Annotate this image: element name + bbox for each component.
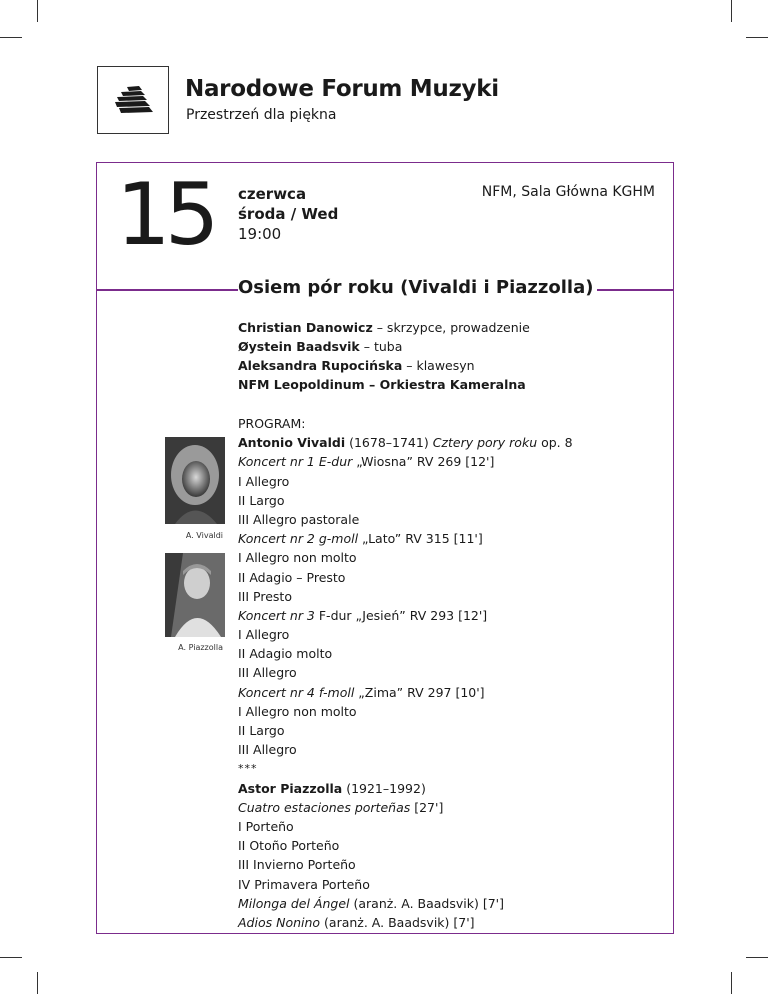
crop-mark — [746, 37, 768, 38]
piazzolla-portrait — [165, 553, 225, 637]
crop-mark — [731, 0, 732, 22]
org-tagline: Przestrzeń dla piękna — [186, 107, 337, 123]
nfm-logo-icon — [109, 82, 157, 118]
movement: III Invierno Porteño — [238, 857, 356, 873]
concerto-line: Koncert nr 4 f-moll „Zima” RV 297 [10'] — [238, 684, 485, 700]
performer: Øystein Baadsvik – tuba — [238, 339, 403, 354]
vivaldi-portrait — [165, 437, 225, 524]
separator: *** — [238, 762, 258, 776]
program-list — [238, 414, 573, 932]
crop-mark — [0, 957, 22, 958]
concerto-line: Koncert nr 2 g-moll „Lato” RV 315 [11'] — [238, 531, 483, 547]
work-line: Cuatro estaciones porteñas [27'] — [238, 799, 444, 815]
event-month: czerwca — [238, 185, 307, 203]
crop-mark — [37, 972, 38, 994]
nfm-logo — [97, 66, 169, 134]
event-venue: NFM, Sala Główna KGHM — [481, 184, 655, 200]
work-line: Milonga del Ángel (aranż. A. Baadsvik) [7'] — [238, 895, 504, 911]
movement: III Presto — [238, 588, 292, 604]
event-day: 15 — [116, 165, 214, 265]
movement: I Porteño — [238, 818, 294, 834]
crop-mark — [37, 0, 38, 22]
event-title: Osiem pór roku (Vivaldi i Piazzolla) — [238, 277, 597, 298]
piazzolla-caption: A. Piazzolla — [178, 643, 223, 652]
event-time: 19:00 — [238, 225, 282, 243]
movement: II Adagio molto — [238, 646, 333, 662]
program-heading: PROGRAM: — [238, 416, 306, 431]
movement: II Largo — [238, 723, 285, 738]
performer: Aleksandra Rupocińska – klawesyn — [238, 358, 475, 373]
movement: III Allegro — [238, 742, 297, 758]
concerto-line: Koncert nr 3 F-dur „Jesień” RV 293 [12'] — [238, 607, 488, 623]
movement: I Allegro non molto — [238, 703, 357, 719]
performers-list — [238, 318, 530, 394]
work-line: Adios Nonino (aranż. A. Baadsvik) [7'] — [238, 914, 475, 930]
movement: II Adagio – Presto — [238, 569, 346, 585]
event-weekday: środa / Wed — [238, 205, 339, 223]
event-date — [238, 184, 338, 244]
movement: II Otoño Porteño — [238, 838, 340, 854]
crop-mark — [731, 972, 732, 994]
concerto-line: Koncert nr 1 E-dur „Wiosna” RV 269 [12'] — [238, 454, 495, 470]
vivaldi-caption: A. Vivaldi — [185, 531, 223, 540]
movement: I Allegro non molto — [238, 550, 357, 566]
crop-mark — [746, 957, 768, 958]
movement: IV Primavera Porteño — [238, 876, 370, 892]
movement: I Allegro — [238, 627, 290, 643]
composer-line: Antonio Vivaldi (1678–1741) Cztery pory roku op. 8 — [238, 435, 573, 451]
performer: Christian Danowicz – skrzypce, prowadzenie — [238, 320, 530, 335]
performer: NFM Leopoldinum – Orkiestra Kameralna — [238, 377, 526, 392]
movement: III Allegro pastorale — [238, 511, 360, 527]
composer-line: Astor Piazzolla (1921–1992) — [238, 780, 426, 796]
movement: II Largo — [238, 492, 285, 508]
org-name: Narodowe Forum Muzyki — [185, 76, 499, 102]
crop-mark — [0, 37, 22, 38]
movement: III Allegro — [238, 665, 297, 681]
movement: I Allegro — [238, 473, 290, 489]
